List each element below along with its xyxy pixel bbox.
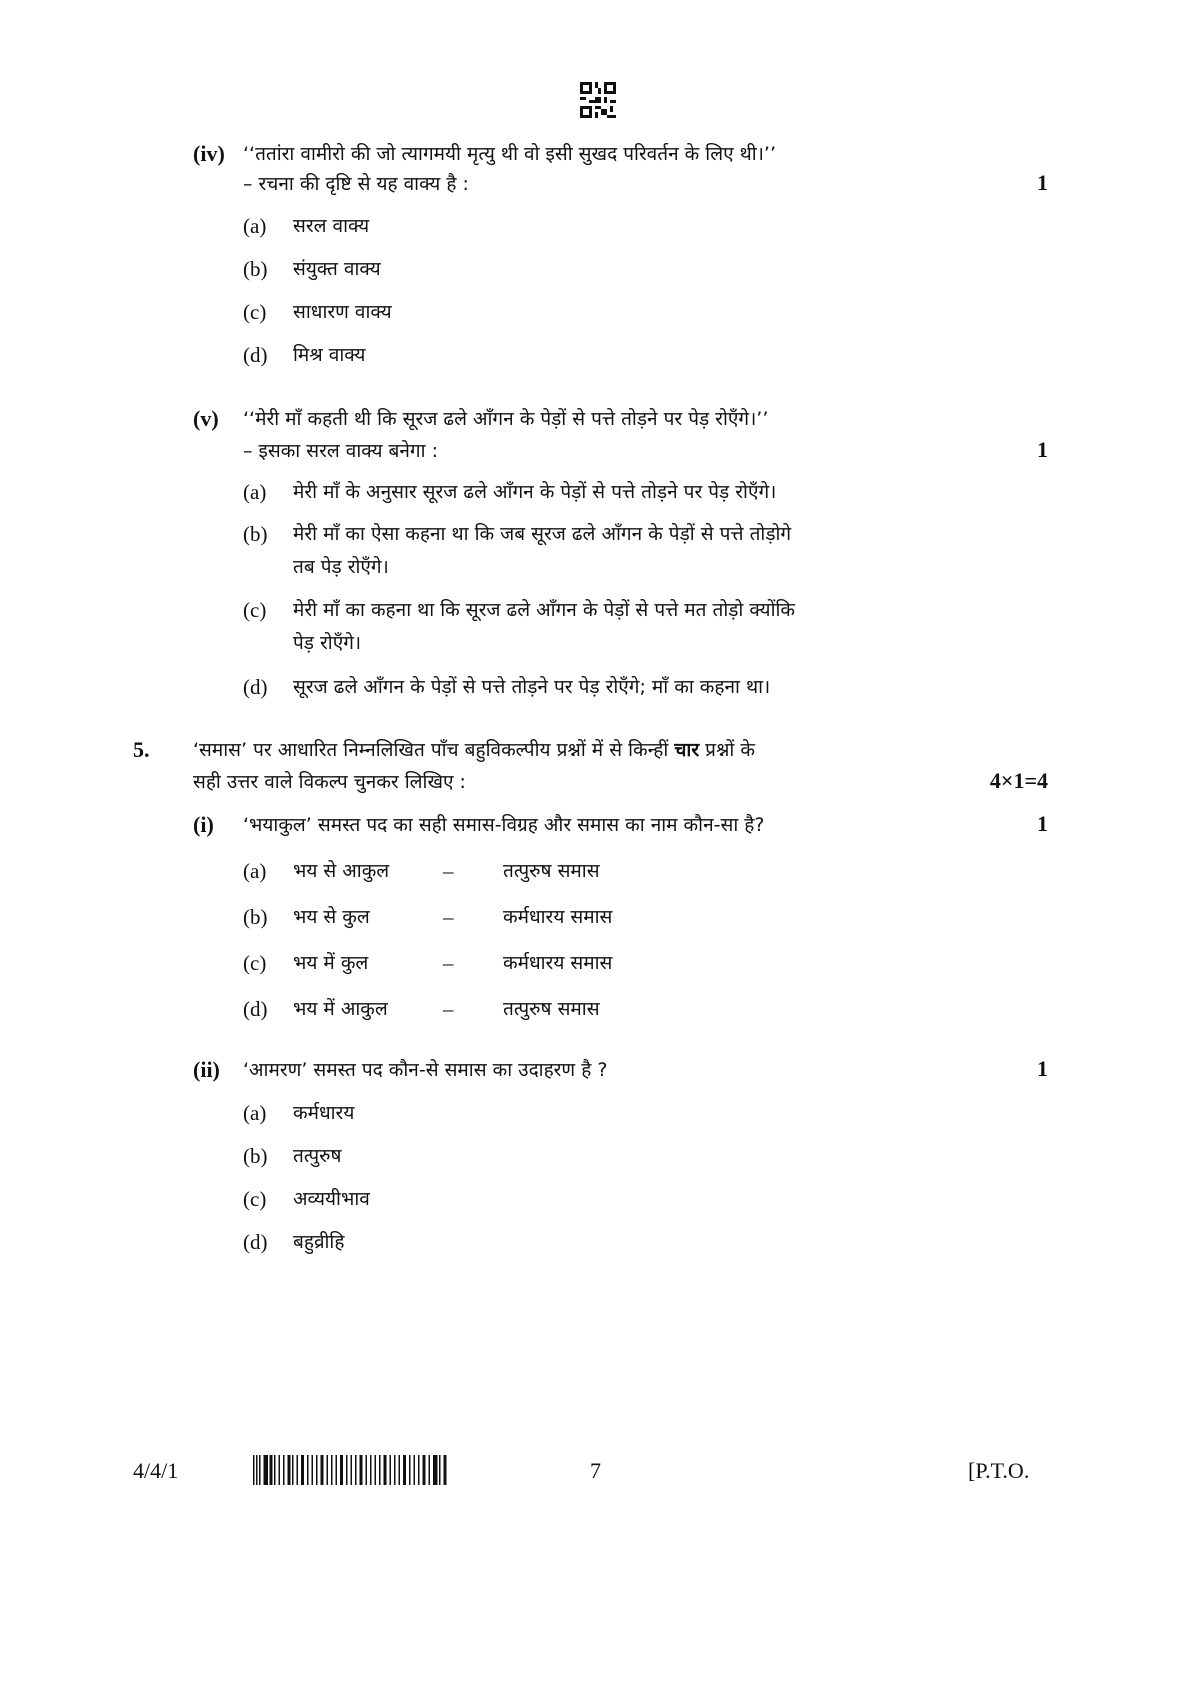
question-subtext: – इसका सरल वाक्य बनेगा : [243,440,438,462]
option-samas-name: कर्मधारय समास [503,952,613,974]
question-text-part: ‘समास’ पर आधारित निम्नलिखित पाँच बहुविकल्पीय प्रश्नों में से किन्हीं [193,739,675,761]
subquestion-text: ‘भयाकुल’ समस्त पद का सही समास-विग्रह और समास का नाम कौन-सा है? [243,814,765,836]
option-label: (c) [243,598,267,622]
option-label: (b) [243,1144,268,1168]
option-text: तत्पुरुष [293,1145,342,1167]
question-subtext: – रचना की दृष्टि से यह वाक्य है : [243,173,469,195]
subquestion-number: (ii) [193,1057,220,1082]
barcode-icon [253,1455,448,1485]
option-label: (d) [243,343,268,367]
option-text: अव्ययीभाव [293,1188,370,1210]
question-text: ‘‘ततांरा वामीरो की जो त्यागमयी मृत्यु थी वो इसी सुखद परिवर्तन के लिए थी।’’ [243,143,776,165]
question-number: (v) [193,406,219,431]
option-label: (a) [243,1101,267,1125]
option-label: (c) [243,1187,267,1211]
paper-code: 4/4/1 [133,1458,179,1483]
option-text-cont: तब पेड़ रोएँगे। [293,556,389,578]
option-text: सूरज ढले आँगन के पेड़ों से पत्ते तोड़ने पर पेड़ रोएँगे; माँ का कहना था। [293,676,771,698]
question-subtext: सही उत्तर वाले विकल्प चुनकर लिखिए : [193,771,466,793]
option-text: मेरी माँ के अनुसार सूरज ढले आँगन के पेड़ों से पत्ते तोड़ने पर पेड़ रोएँगे। [293,481,777,503]
marks: 1 [1037,437,1048,462]
question-text-part: प्रश्नों के [699,739,755,761]
qr-code-icon [580,82,616,118]
option-dash: – [443,905,454,929]
option-label: (c) [243,300,267,324]
option-label: (d) [243,997,268,1021]
subquestion-text: ‘आमरण’ समस्त पद कौन-से समास का उदाहरण है ? [243,1059,608,1081]
marks: 1 [1037,1056,1048,1081]
option-samas-name: तत्पुरुष समास [503,998,600,1020]
option-vigrah: भय में कुल [293,952,369,974]
option-label: (d) [243,675,268,699]
subquestion-number: (i) [193,812,214,837]
option-vigrah: भय में आकुल [293,998,388,1020]
option-dash: – [443,859,454,883]
pto-label: [P.T.O. [968,1458,1030,1483]
option-text: मेरी माँ का कहना था कि सूरज ढले आँगन के पेड़ों से पत्ते मत तोड़ो क्योंकि [293,599,796,621]
option-label: (b) [243,257,268,281]
option-label: (c) [243,951,267,975]
option-text-cont: पेड़ रोएँगे। [293,632,362,654]
option-dash: – [443,997,454,1021]
page-number: 7 [590,1458,601,1483]
option-label: (a) [243,214,267,238]
option-label: (b) [243,522,268,546]
question-number: 5. [133,737,150,762]
option-text: मिश्र वाक्य [293,344,366,366]
question-number: (iv) [193,141,225,166]
option-text: बहुव्रीहि [293,1231,345,1253]
option-label: (a) [243,480,267,504]
option-samas-name: तत्पुरुष समास [503,860,600,882]
emphasis-text: चार [674,739,700,761]
option-dash: – [443,951,454,975]
option-vigrah: भय से आकुल [293,860,390,882]
option-text: सरल वाक्य [293,215,370,237]
question-text [193,736,755,764]
marks: 1 [1037,811,1048,836]
marks: 4×1=4 [989,768,1048,793]
option-samas-name: कर्मधारय समास [503,906,613,928]
option-text: कर्मधारय [293,1102,355,1124]
option-text: साधारण वाक्य [293,301,392,323]
option-label: (d) [243,1230,268,1254]
option-label: (a) [243,859,267,883]
option-text: मेरी माँ का ऐसा कहना था कि जब सूरज ढले आँगन के पेड़ों से पत्ते तोड़ोगे [293,523,792,545]
option-label: (b) [243,905,268,929]
question-text: ‘‘मेरी माँ कहती थी कि सूरज ढले आँगन के पेड़ों से पत्ते तोड़ने पर पेड़ रोएँगे।’’ [243,408,769,430]
option-text: संयुक्त वाक्य [293,258,381,280]
marks: 1 [1037,170,1048,195]
option-vigrah: भय से कुल [293,906,370,928]
